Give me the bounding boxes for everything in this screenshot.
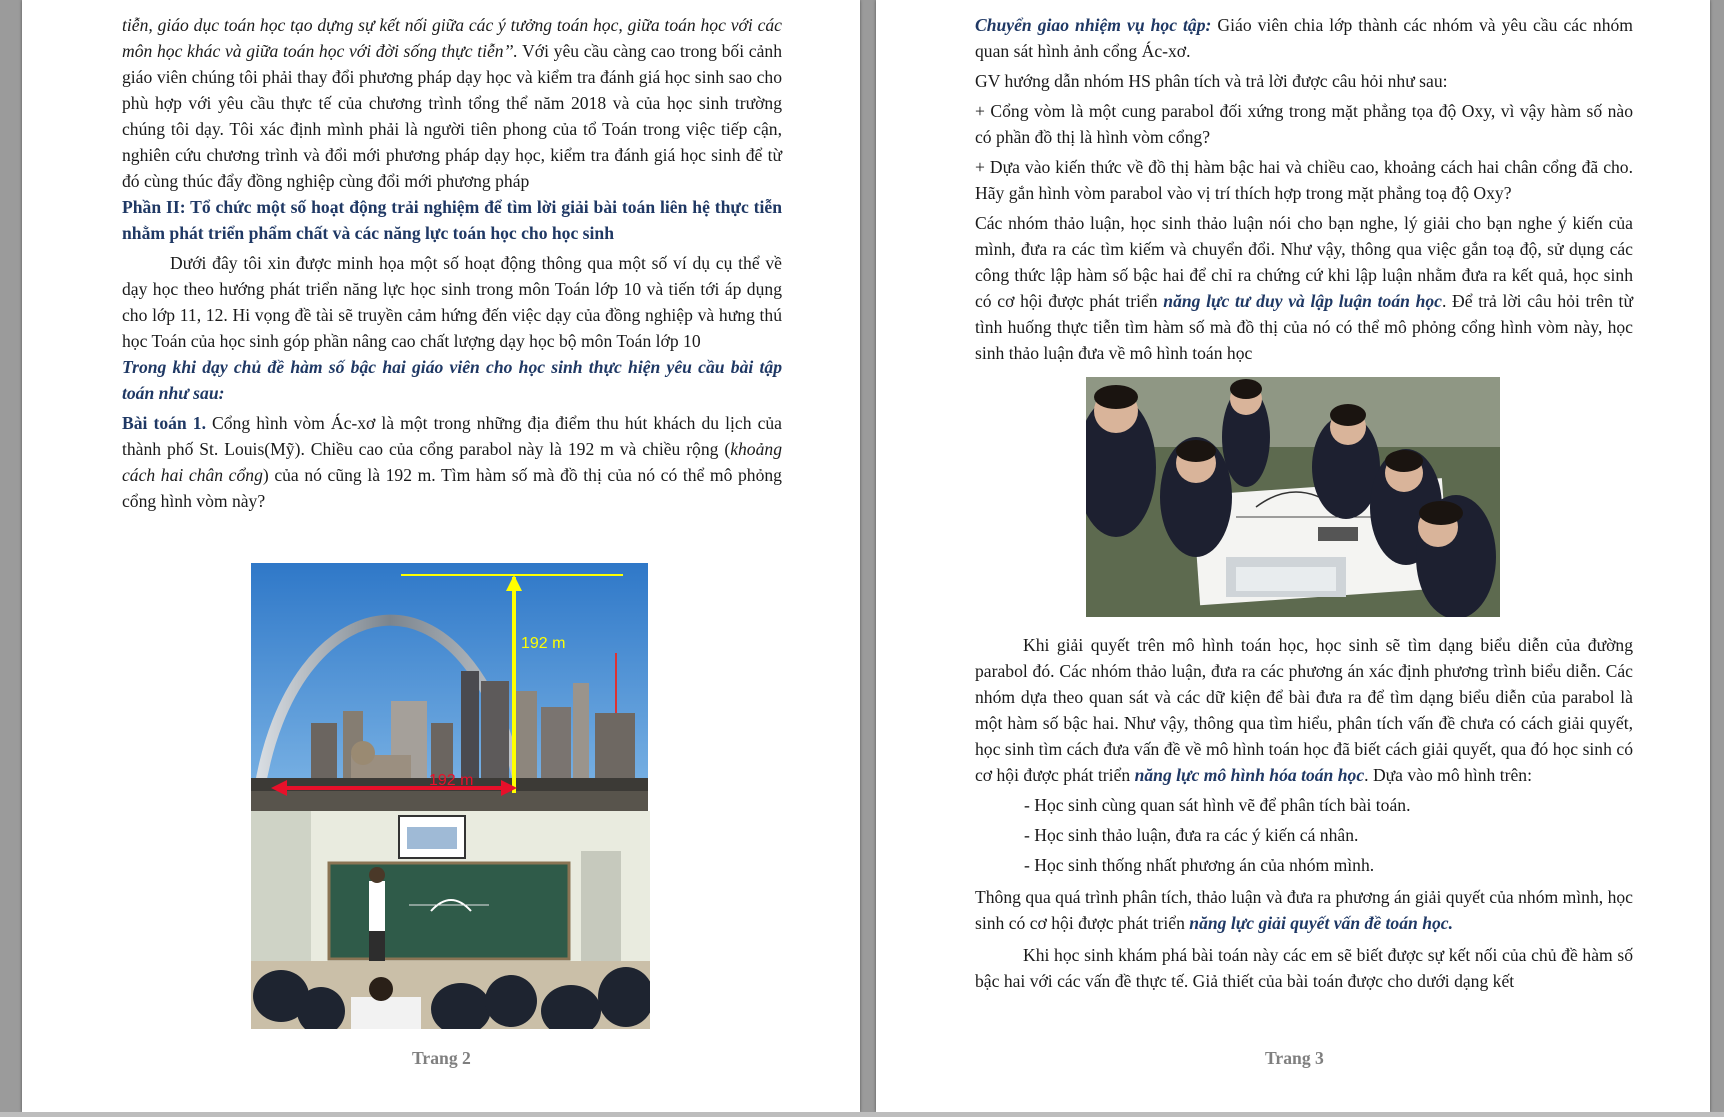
task-text: Giáo viên chia lớp thành các nhóm và yêu cầu các nhóm quan sát hình ảnh cổng Ác-xơ. [975, 15, 1633, 61]
task-paragraph [975, 12, 1633, 64]
bullet-item: - Học sinh cùng quan sát hình vẽ để phân tích bài toán. [1024, 795, 1411, 815]
group-discussion-photo [1086, 377, 1500, 617]
classroom-illustration [251, 811, 650, 1029]
intro-quote: tiễn, giáo dục toán học tạo dựng sự kết nối giữa các ý tưởng toán học, giữa toán học với các môn học khác và giữa toán học với đời sống thực tiễn’’. [122, 15, 782, 61]
classroom-photo [251, 811, 650, 1029]
document-page-2 [22, 0, 860, 1112]
model-text-a: Khi giải quyết trên mô hình toán học, học sinh sẽ tìm dạng biểu diễn của đường parabol đó. Các nhóm thảo luận, đưa ra các phương án xác định phương trình biểu diễn. Các nhóm dựa theo quan sát và các dữ kiện để bài đưa ra để tìm dạng biểu diễn của parabol là một hàm số bậc hai. Như vậy, thông qua tìm hiểu, phân tích vấn đề chưa có cách giải quyết, học sinh tìm cách đưa vấn đề về mô hình toán học đã biết cách giải quyết, qua đó học sinh có cơ hội được phát triển [975, 635, 1633, 785]
bullet-item: - Học sinh thảo luận, đưa ra các ý kiến cá nhân. [1024, 825, 1359, 845]
question-2: + Dựa vào kiến thức về đồ thị hàm bậc hai và chiều cao, khoảng cách hai chân cổng đã cho. Hãy gắn hình vòm parabol vào vị trí thích hợp trong mặt phẳng toạ độ Oxy? [975, 157, 1633, 203]
question-1: + Cổng vòm là một cung parabol đối xứng trong mặt phẳng tọa độ Oxy, vì vậy hàm số nào có phần đồ thị là hình vòm cổng? [975, 101, 1633, 147]
process-emphasis: năng lực giải quyết vấn đề toán học. [1189, 913, 1453, 933]
task-label: Chuyển giao nhiệm vụ học tập: [975, 15, 1212, 35]
discussion-emphasis: năng lực tư duy và lập luận toán học [1163, 291, 1442, 311]
gateway-arch-illustration [251, 563, 648, 811]
arch-width-label: 192 m [429, 772, 474, 789]
bullet-item: - Học sinh thống nhất phương án của nhóm mình. [1024, 855, 1375, 875]
horizontal-scrollbar[interactable] [0, 1112, 1724, 1117]
topic-heading: Trong khi dạy chủ đề hàm số bậc hai giáo viên cho học sinh thực hiện yêu cầu bài tập toán như sau: [122, 357, 782, 403]
model-paragraph [975, 632, 1633, 788]
page-2-text-column [122, 12, 782, 514]
discussion-paragraph [975, 210, 1633, 366]
group-discussion-illustration [1086, 377, 1500, 617]
arch-height-label: 192 m [521, 635, 566, 652]
process-paragraph [975, 884, 1633, 936]
problem-1-paragraph [122, 410, 782, 514]
guide-paragraph: GV hướng dẫn nhóm HS phân tích và trả lời được câu hỏi như sau: [975, 71, 1448, 91]
model-text-b: . Dựa vào mô hình trên: [1364, 765, 1532, 785]
problem-1-label: Bài toán 1. [122, 413, 206, 433]
discussion-text-a: Các nhóm thảo luận, học sinh thảo luận nói cho bạn nghe, lý giải cho bạn nghe ý kiến của mình, đưa ra các tìm kiếm và chuyển đổi. Như vậy, thông qua việc gắn toạ độ, sử dụng các công thức lập hàm số bậc hai để chỉ ra chứng cứ khi lập luận nhằm đưa ra kết quả, học sinh có cơ hội được phát triển [975, 213, 1633, 311]
problem-1-text-italic: khoảng cách hai chân cổng [122, 439, 782, 485]
document-page-3 [876, 0, 1710, 1112]
intro-rest: Với yêu cầu càng cao trong bối cảnh giáo viên chúng tôi phải thay đổi phương pháp dạy học và kiểm tra đánh giá học sinh sao cho phù hợp với yêu cầu thực tế của chương trình tổng thể năm 2018 và của học sinh trường chúng tôi dạy. Tôi xác định mình phải là người tiên phong của tổ Toán trong việc tiếp cận, nghiên cứu chương trình và đổi mới phương pháp dạy học, kiểm tra đánh giá học sinh để từ đó cùng thúc đẩy đồng nghiệp cùng đổi mới phương pháp [122, 41, 783, 191]
page-3-footer: Trang 3 [1265, 1048, 1324, 1068]
illustration-paragraph: Dưới đây tôi xin được minh họa một số hoạt động thông qua một số ví dụ cụ thể về dạy học theo hướng phát triển năng lực học sinh trong môn Toán lớp 10 và tiến tới áp dụng cho lớp 11, 12. Hi vọng đề tài sẽ truyền cảm hứng đến việc dạy của đồng nghiệp và hưng thú học Toán của học sinh góp phần nâng cao chất lượng dạy học bộ môn Toán lớp 10 [122, 253, 782, 351]
problem-1-text-b: ) của nó cũng là 192 m. Tìm hàm số mà đồ thị của nó có thể mô phỏng cổng hình vòm này? [122, 465, 782, 511]
problem-1-text-a: Cổng hình vòm Ác-xơ là một trong những địa điểm thu hút khách du lịch của thành phố St. Louis(Mỹ). Chiều cao của cổng parabol này là 192 m và chiều rộng ( [122, 413, 782, 459]
gateway-arch-photo [251, 563, 648, 811]
part-ii-heading: Phần II: Tổ chức một số hoạt động trải nghiệm để tìm lời giải bài toán liên hệ thực tiễn nhằm phát triển phẩm chất và các năng lực toán học cho học sinh [122, 197, 782, 243]
discussion-text-b: . Để trả lời câu hỏi trên từ tình huống thực tiễn tìm hàm số mà đồ thị của nó có thể mô phỏng cổng hình vòm này, học sinh thảo luận đưa về mô hình toán học [975, 291, 1633, 363]
model-emphasis: năng lực mô hình hóa toán học [1134, 765, 1365, 785]
closing-paragraph: Khi học sinh khám phá bài toán này các em sẽ biết được sự kết nối của chủ đề hàm số bậc hai với các vấn đề thực tế. Giả thiết của bài toán được cho dưới dạng kết [975, 945, 1633, 991]
process-text: Thông qua quá trình phân tích, thảo luận và đưa ra phương án giải quyết của nhóm mình, học sinh có cơ hội được phát triển [975, 887, 1633, 933]
intro-paragraph [122, 12, 782, 194]
page-2-footer: Trang 2 [412, 1048, 471, 1068]
